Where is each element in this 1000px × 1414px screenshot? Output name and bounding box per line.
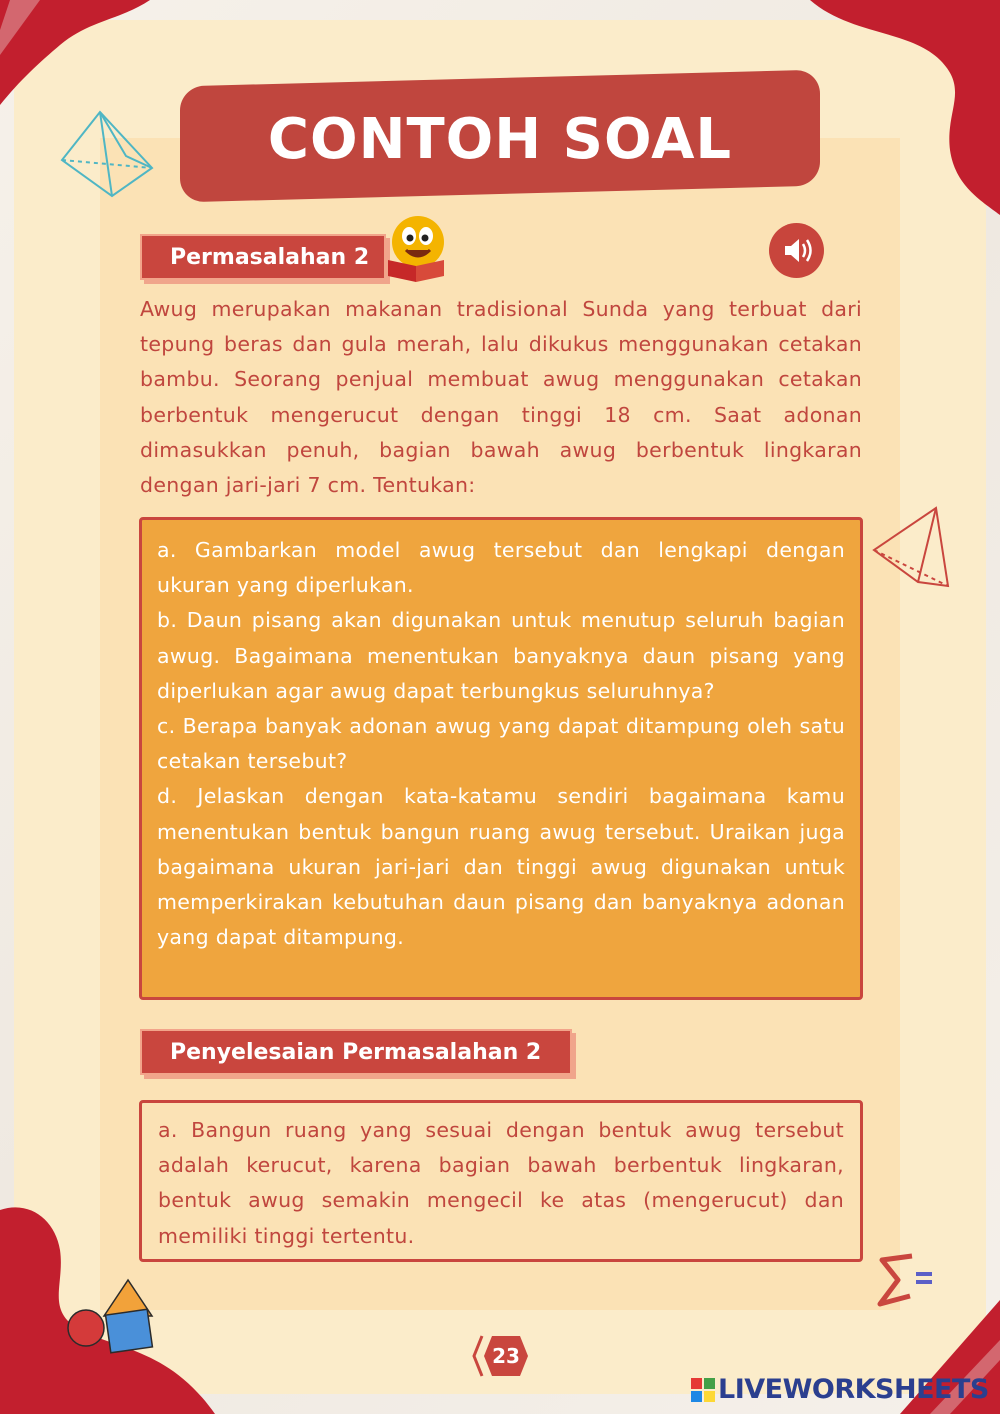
brand-name: LIVEWORKSHEETS <box>718 1374 989 1405</box>
sigma-icon <box>876 1252 936 1310</box>
solution-label: Penyelesaian Permasalahan 2 <box>140 1029 572 1075</box>
questions-box <box>139 517 863 1000</box>
audio-play-button[interactable] <box>769 223 824 278</box>
question-item: b. Daun pisang akan digunakan untuk menutup seluruh bagian awug. Bagaimana menentukan banyaknya daun pisang yang diperlukan agar awug dapat terbungkus seluruhnya? <box>157 608 845 703</box>
answer-box <box>139 1100 863 1262</box>
page-title: CONTOH SOAL <box>267 107 733 172</box>
liveworksheets-logo[interactable] <box>690 1373 989 1407</box>
answer-item: a. Bangun ruang yang sesuai dengan bentuk awug tersebut adalah kerucut, karena bagian bawah berbentuk lingkaran, bentuk awug semakin mengecil ke atas (mengerucut) dan memiliki tinggi tertentu. <box>158 1118 844 1248</box>
page-number: 23 <box>492 1344 520 1368</box>
liveworksheets-logo-icon <box>690 1377 716 1403</box>
corner-blob-top-left <box>0 0 150 110</box>
question-item: c. Berapa banyak adonan awug yang dapat ditampung oleh satu cetakan tersebut? <box>157 714 845 774</box>
pyramid-icon <box>56 108 156 204</box>
pyramid-icon <box>870 504 952 590</box>
problem-label: Permasalahan 2 <box>140 234 386 280</box>
geometry-shapes-icon <box>64 1278 160 1358</box>
question-item: a. Gambarkan model awug tersebut dan lengkapi dengan ukuran yang diperlukan. <box>157 538 845 598</box>
question-item: d. Jelaskan dengan kata-katamu sendiri bagaimana kamu menentukan bentuk bangun ruang awug tersebut. Uraikan juga bagaimana ukuran jari-jari dan tinggi awug digunakan untuk memperkirakan kebutuhan daun pisang dan banyaknya adonan yang dapat ditampung. <box>157 784 845 950</box>
problem-intro: Awug merupakan makanan tradisional Sunda yang terbuat dari tepung beras dan gula merah, lalu dikukus menggunakan cetakan bambu. Seorang penjual membuat awug menggunakan cetakan berbentuk mengerucut dengan tinggi 18 cm. Saat adonan dimasukkan penuh, bagian bawah awug berbentuk lingkaran dengan jari-jari 7 cm. Tentukan: <box>140 297 862 498</box>
reading-emoji-icon <box>382 210 452 284</box>
speaker-icon <box>769 223 824 278</box>
